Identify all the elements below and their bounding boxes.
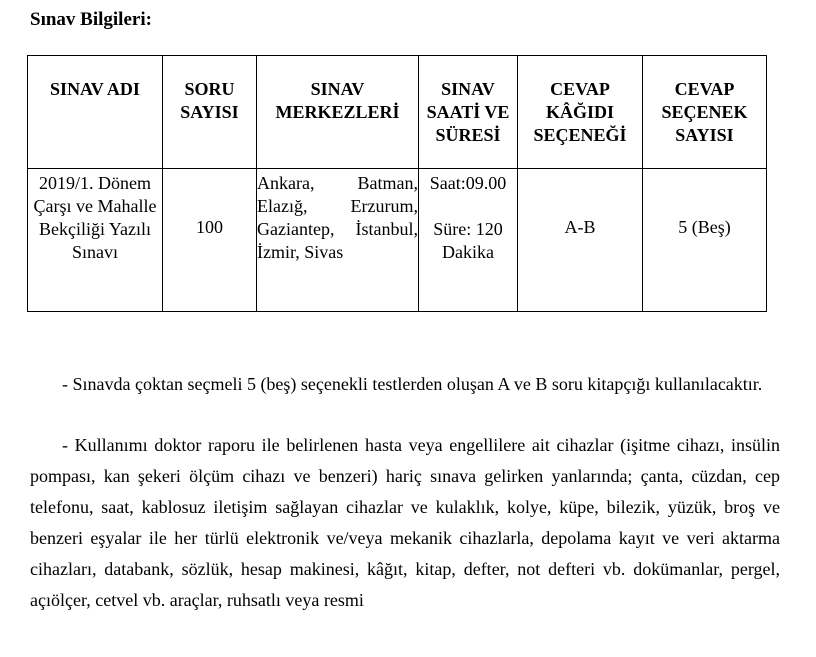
cell-choice-count: 5 (Beş): [643, 169, 767, 312]
cell-exam-centers: Ankara, Batman, Elazığ, Erzurum, Gaziantep, İstanbul, İzmir, Sivas: [257, 169, 419, 312]
header-time-duration: SINAV SAATİ VE SÜRESİ: [419, 56, 518, 169]
section-title: Sınav Bilgileri:: [30, 9, 152, 30]
table-header-row: [28, 56, 767, 169]
cell-exam-name: 2019/1. Dönem Çarşı ve Mahalle Bekçiliği Yazılı Sınavı: [28, 169, 163, 312]
cell-time-duration: [419, 169, 518, 312]
paragraph-booklet-info: - Sınavda çoktan seçmeli 5 (beş) seçenekli testlerden oluşan A ve B soru kitapçığı kullanılacaktır.: [62, 374, 763, 394]
header-exam-name: SINAV ADI: [28, 56, 163, 169]
exam-duration: Süre: 120 Dakika: [433, 219, 503, 262]
header-question-count: SORU SAYISI: [163, 56, 257, 169]
table-row: [28, 169, 767, 312]
cell-answer-sheet: A-B: [518, 169, 643, 312]
paragraph-prohibited-items: - Kullanımı doktor raporu ile belirlenen hasta veya engellilere ait cihazlar (işitme cihazı, insülin pompası, kan şekeri ölçüm cihazı ve benzeri) hariç sınava gelirken yanlarında; çanta, cüzdan, cep telefonu, saat, kablosuz iletişim sağlayan cihazlar ve kulaklık, kolye, küpe, bilezik, yüzük, broş ve benzeri eşyalar ile her türlü elektronik ve/veya mekanik cihazlarla, depolama kayıt ve veri aktarma cihazları, databank, sözlük, hesap makinesi, kâğıt, kitap, defter, not defteri vb. dokümanlar, pergel, açıölçer, cetvel vb. araçlar, ruhsatlı veya resmi: [30, 435, 780, 610]
exam-info-table: [27, 55, 767, 312]
exam-time: Saat:09.00: [429, 173, 507, 193]
header-choice-count: CEVAP SEÇENEK SAYISI: [643, 56, 767, 169]
cell-question-count: 100: [163, 169, 257, 312]
header-answer-sheet: CEVAP KÂĞIDI SEÇENEĞİ: [518, 56, 643, 169]
header-exam-centers: SINAV MERKEZLERİ: [257, 56, 419, 169]
